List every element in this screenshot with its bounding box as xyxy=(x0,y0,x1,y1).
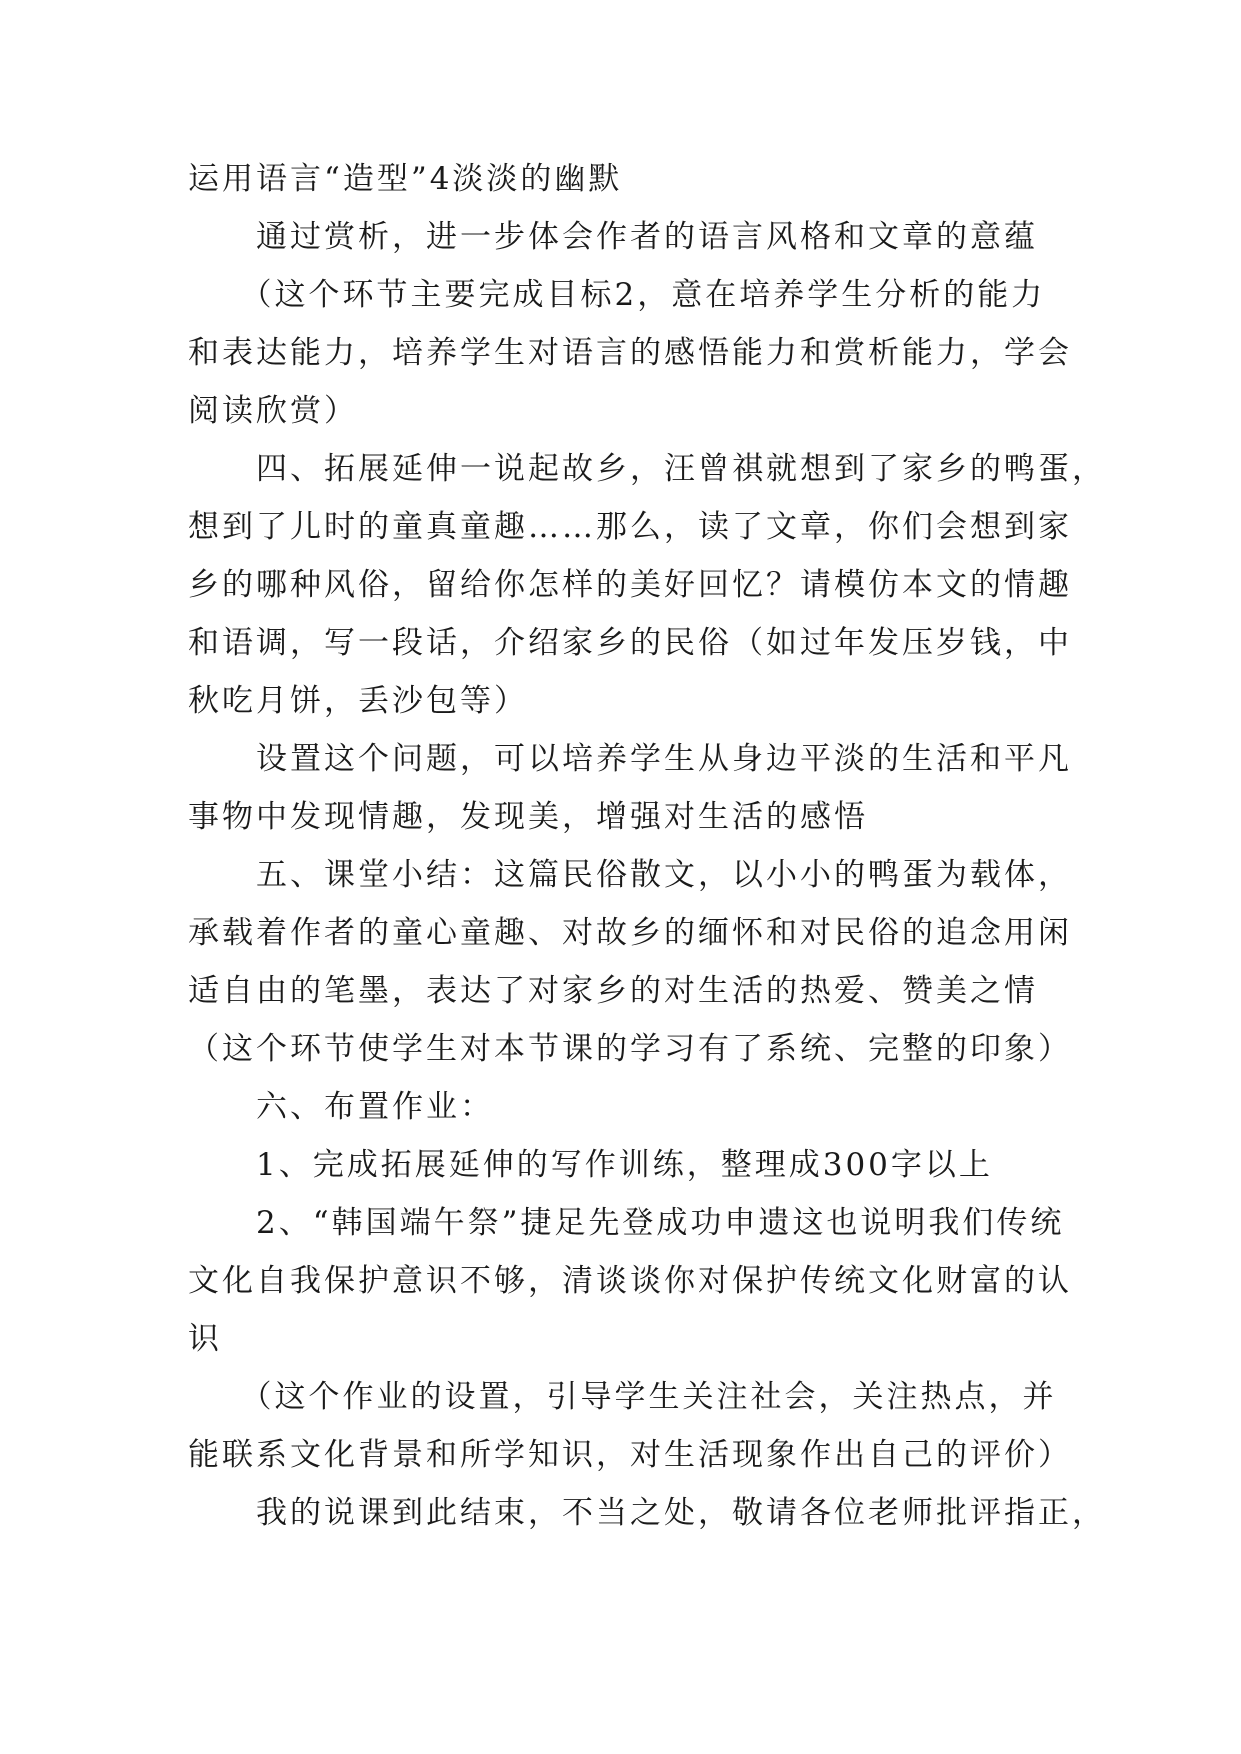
text-line: 适自由的笔墨，表达了对家乡的对生活的热爱、赞美之情 xyxy=(188,973,1038,1009)
text-line: 文化自我保护意识不够，清谈谈你对保护传统文化财富的认 xyxy=(188,1263,1072,1299)
text-line: 1、完成拓展延伸的写作训练，整理成300字以上 xyxy=(188,1147,993,1183)
text-line: 承载着作者的童心童趣、对故乡的缅怀和对民俗的追念用闲 xyxy=(188,915,1072,951)
text-line: 和语调，写一段话，介绍家乡的民俗（如过年发压岁钱，中 xyxy=(188,625,1072,661)
text-line: （这个环节使学生对本节课的学习有了系统、完整的印象） xyxy=(188,1031,1072,1067)
document-body xyxy=(188,150,1106,1542)
text-line: 2、“韩国端午祭”捷足先登成功申遗这也说明我们传统 xyxy=(188,1205,1065,1241)
text-line: 想到了儿时的童真童趣……那么，读了文章，你们会想到家 xyxy=(188,509,1072,545)
text-line: 四、拓展延伸一说起故乡，汪曾祺就想到了家乡的鸭蛋， xyxy=(188,451,1106,487)
text-line: 秋吃月饼，丢沙包等） xyxy=(188,683,528,719)
text-line: 五、课堂小结：这篇民俗散文，以小小的鸭蛋为载体， xyxy=(188,857,1072,893)
text-line: 运用语言“造型”4淡淡的幽默 xyxy=(188,161,623,197)
text-line: 我的说课到此结束，不当之处，敬请各位老师批评指正， xyxy=(188,1495,1106,1531)
text-line: 通过赏析，进一步体会作者的语言风格和文章的意蕴 xyxy=(188,219,1038,255)
text-line: 识 xyxy=(188,1321,222,1357)
text-line: 乡的哪种风俗，留给你怎样的美好回忆？请模仿本文的情趣 xyxy=(188,567,1072,603)
text-line: 和表达能力，培养学生对语言的感悟能力和赏析能力，学会 xyxy=(188,335,1072,371)
text-line: （这个环节主要完成目标2，意在培养学生分析的能力 xyxy=(188,277,1046,313)
text-line: 能联系文化背景和所学知识，对生活现象作出自己的评价） xyxy=(188,1437,1072,1473)
text-line: （这个作业的设置，引导学生关注社会，关注热点，并 xyxy=(188,1379,1057,1415)
text-line: 事物中发现情趣，发现美，增强对生活的感悟 xyxy=(188,799,868,835)
text-line: 阅读欣赏） xyxy=(188,393,358,429)
text-line: 设置这个问题，可以培养学生从身边平淡的生活和平凡 xyxy=(188,741,1072,777)
text-line: 六、布置作业： xyxy=(188,1089,494,1125)
